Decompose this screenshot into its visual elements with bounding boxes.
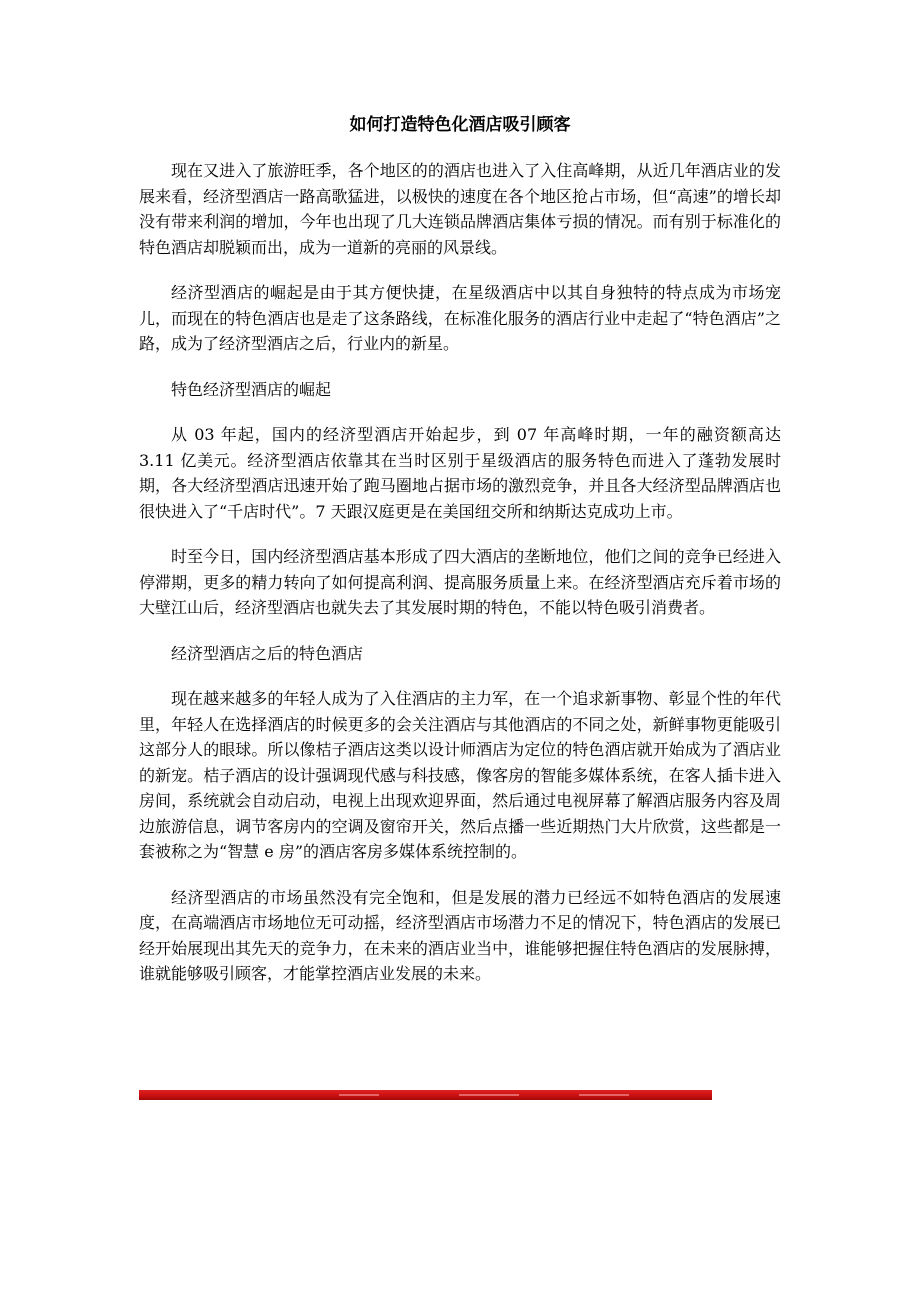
footer-bar-highlight bbox=[579, 1094, 629, 1096]
subheading-2: 经济型酒店之后的特色酒店 bbox=[171, 643, 364, 663]
document-title: 如何打造特色化酒店吸引顾客 bbox=[349, 115, 571, 135]
document-page bbox=[139, 112, 781, 1007]
footer-divider-bar bbox=[139, 1090, 712, 1100]
paragraph-6: 经济型酒店的市场虽然没有完全饱和，但是发展的潜力已经远不如特色酒店的发展速度，在高端酒店市场地位无可动摇，经济型酒店市场潜力不足的情况下，特色酒店的发展已经开始展现出其先天的竞争力，在未来的酒店业当中，谁能够把握住特色酒店的发展脉搏，谁就能够吸引顾客，才能掌控酒店业发展的未来。 bbox=[139, 887, 781, 983]
paragraph-2: 经济型酒店的崛起是由于其方便快捷，在星级酒店中以其自身独特的特点成为市场宠儿，而现在的特色酒店也是走了这条路线，在标准化服务的酒店行业中走起了“特色酒店”之路，成为了经济型酒店之后，行业内的新星。 bbox=[139, 283, 781, 353]
paragraph-4: 时至今日，国内经济型酒店基本形成了四大酒店的垄断地位，他们之间的竞争已经进入停滞期，更多的精力转向了如何提高利润、提高服务质量上来。在经济型酒店充斥着市场的大壁江山后，经济型酒店也就失去了其发展时期的特色，不能以特色吸引消费者。 bbox=[139, 547, 781, 617]
paragraph-5: 现在越来越多的年轻人成为了入住酒店的主力军，在一个追求新事物、彰显个性的年代里，年轻人在选择酒店的时候更多的会关注酒店与其他酒店的不同之处，新鲜事物更能吸引这部分人的眼球。所以像桔子酒店这类以设计师酒店为定位的特色酒店就开始成为了酒店业的新宠。桔子酒店的设计强调现代感与科技感，像客房的智能多媒体系统，在客人插卡进入房间，系统就会自动启动，电视上出现欢迎界面，然后通过电视屏幕了解酒店服务内容及周边旅游信息，调节客房内的空调及窗帘开关，然后点播一些近期热门大片欣赏，这些都是一套被称之为“智慧 e 房”的酒店客房多媒体系统控制的。 bbox=[139, 689, 781, 861]
footer-bar-highlight bbox=[459, 1094, 519, 1096]
paragraph-1: 现在又进入了旅游旺季，各个地区的的酒店也进入了入住高峰期，从近几年酒店业的发展来看，经济型酒店一路高歌猛进，以极快的速度在各个地区抢占市场，但“高速”的增长却没有带来利润的增加，今年也出现了几大连锁品牌酒店集体亏损的情况。而有别于标准化的特色酒店却脱颖而出，成为一道新的亮丽的风景线。 bbox=[139, 161, 781, 257]
paragraph-3: 从 03 年起，国内的经济型酒店开始起步，到 07 年高峰时期，一年的融资额高达 3.11 亿美元。经济型酒店依靠其在当时区别于星级酒店的服务特色而进入了蓬勃发展时期，各大经济型酒店迅速开始了跑马圈地占据市场的激烈竞争，并且各大经济型品牌酒店也很快进入了“千店时代”。7 天跟汉庭更是在美国纽交所和纳斯达克成功上市。 bbox=[139, 425, 781, 521]
footer-bar-highlight bbox=[339, 1094, 379, 1096]
subheading-1: 特色经济型酒店的崛起 bbox=[171, 379, 332, 399]
